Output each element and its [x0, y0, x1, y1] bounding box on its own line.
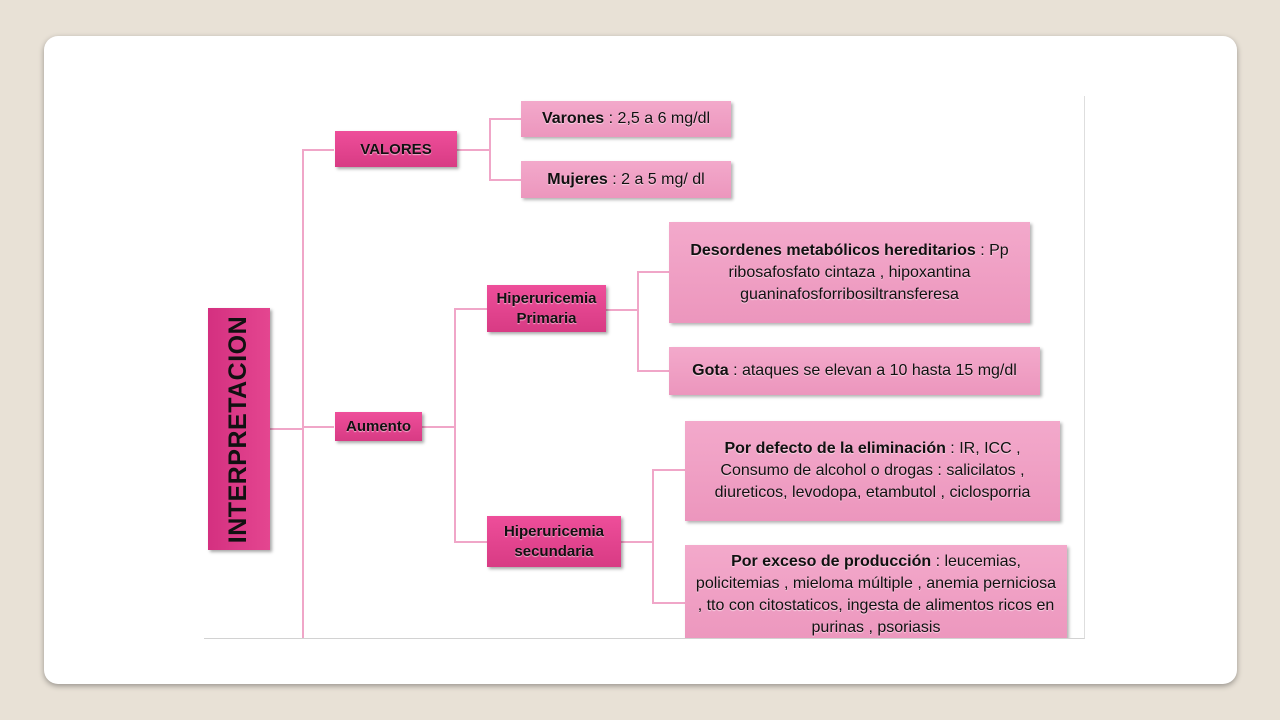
- desordenes-bold: Desordenes metabólicos hereditarios: [690, 241, 976, 259]
- defecto-eliminacion-node: [685, 421, 1060, 521]
- mujeres-node: [521, 161, 731, 198]
- defecto-text: : IR, ICC , Consumo de alcohol o drogas : salicilatos , diureticos, levodopa, etambutol , ciclosporria: [714, 440, 1031, 501]
- connector: [621, 541, 653, 543]
- varones-text: : 2,5 a 6 mg/dl: [604, 110, 711, 127]
- connector: [302, 426, 334, 428]
- connector: [489, 118, 521, 120]
- primaria-label: Hiperuricemia Primaria: [496, 289, 597, 327]
- connector: [454, 308, 487, 310]
- root-label: INTERPRETACION: [224, 315, 253, 543]
- root-node: [208, 308, 270, 550]
- gota-text: : ataques se elevan a 10 hasta 15 mg/dl: [728, 362, 1017, 379]
- connector: [270, 428, 302, 430]
- connector: [652, 469, 654, 603]
- secundaria-label: Hiperuricemia secundaria: [503, 522, 605, 560]
- connector: [606, 309, 638, 311]
- connector: [302, 149, 334, 151]
- aumento-label: Aumento: [346, 418, 411, 435]
- connector: [637, 370, 669, 372]
- mujeres-bold: Mujeres: [547, 170, 608, 188]
- connector: [652, 602, 685, 604]
- varones-node: [521, 101, 731, 137]
- exceso-bold: Por exceso de producción: [731, 553, 932, 570]
- connector: [457, 149, 489, 151]
- exceso-text: : leucemias, policitemias , mieloma múltiple , anemia perniciosa , tto con citostaticos, ingesta de alimentos ricos en purinas , psoriasis: [695, 553, 1057, 636]
- hiperuricemia-primaria-node: [487, 285, 606, 332]
- connector: [454, 541, 487, 543]
- connector: [637, 271, 669, 273]
- exceso-produccion-node: [685, 545, 1067, 639]
- valores-label: VALORES: [360, 140, 432, 158]
- connector: [637, 271, 639, 371]
- varones-bold: Varones: [541, 110, 605, 127]
- connector: [454, 308, 456, 542]
- connector: [422, 426, 454, 428]
- desordenes-text: : Pp ribosafosfato cintaza , hipoxantina guaninafosforribosiltransferesa: [728, 241, 1009, 303]
- gota-bold: Gota: [692, 362, 729, 379]
- aumento-node: [335, 412, 422, 441]
- valores-node: [335, 131, 457, 167]
- hiperuricemia-secundaria-node: [487, 516, 621, 567]
- connector: [652, 469, 685, 471]
- connector: [302, 149, 304, 638]
- mujeres-text: : 2 a 5 mg/ dl: [607, 170, 705, 188]
- mind-map: [204, 96, 1085, 639]
- desordenes-node: [669, 222, 1030, 323]
- defecto-bold: Por defecto de la eliminación: [724, 440, 946, 457]
- gota-node: [669, 347, 1040, 395]
- connector: [489, 179, 521, 181]
- connector: [489, 118, 491, 180]
